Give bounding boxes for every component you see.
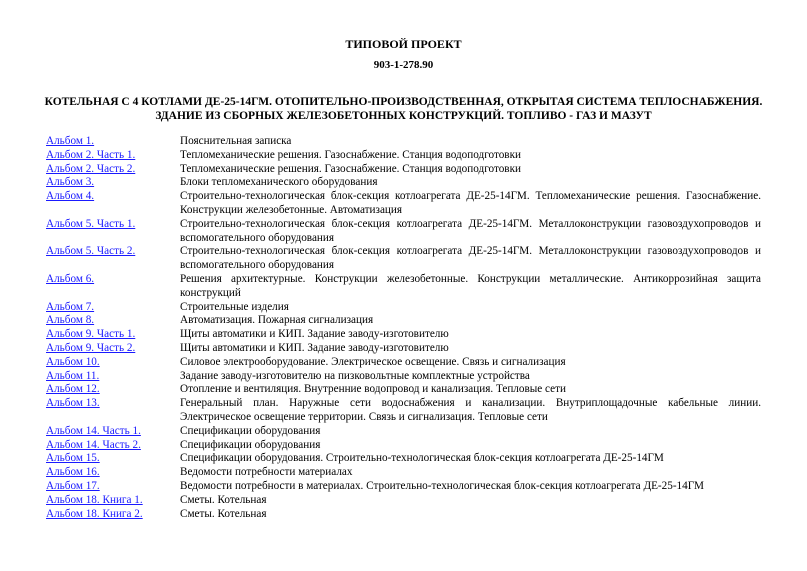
album-row (46, 452, 761, 466)
album-link[interactable]: Альбом 6. (46, 272, 95, 285)
album-row (46, 480, 761, 494)
album-link[interactable]: Альбом 12. (46, 383, 100, 396)
album-description: Строительные изделия (180, 300, 289, 313)
album-link[interactable]: Альбом 9. Часть 2. (46, 341, 136, 354)
album-link[interactable]: Альбом 2. Часть 1. (46, 148, 136, 161)
album-row (46, 218, 761, 246)
album-link[interactable]: Альбом 17. (46, 479, 100, 492)
album-link[interactable]: Альбом 18. Книга 2. (46, 507, 143, 520)
album-description: Отопление и вентиляция. Внутренние водопровод и канализация. Тепловые сети (180, 383, 566, 396)
album-description: Ведомости потребности в материалах. Строительно-технологическая блок-секция котлоагрегата ДЕ-25-14ГМ (180, 479, 704, 492)
album-description: Спецификации оборудования. Строительно-технологическая блок-секция котлоагрегата ДЕ-25-14ГМ (180, 452, 664, 465)
album-row (46, 273, 761, 301)
album-row (46, 508, 761, 522)
album-link[interactable]: Альбом 5. Часть 1. (46, 217, 136, 230)
album-link[interactable]: Альбом 15. (46, 452, 100, 465)
album-description: Спецификации оборудования (180, 424, 321, 437)
album-row (46, 245, 761, 273)
album-description: Задание заводу-изготовителю на пизковольтные комплектные устройства (180, 369, 530, 382)
album-link[interactable]: Альбом 4. (46, 190, 95, 203)
album-link[interactable]: Альбом 13. (46, 397, 100, 410)
album-row (46, 397, 761, 425)
album-description: Тепломеханические решения. Газоснабжение. Станция водоподготовки (180, 148, 521, 161)
album-description: Пояснительная записка (180, 135, 292, 147)
heading-line-1: КОТЕЛЬНАЯ С 4 КОТЛАМИ ДЕ-25-14ГМ. ОТОПИТЕЛЬНО-ПРОИЗВОДСТВЕННАЯ, ОТКРЫТАЯ СИСТЕМА ТЕПЛОСНАБЖЕНИЯ. (44, 96, 763, 108)
album-row (46, 342, 761, 356)
album-row (46, 176, 761, 190)
album-description: Щиты автоматики и КИП. Задание заводу-изготовителю (180, 328, 449, 341)
album-description: Сметы. Котельная (180, 507, 267, 520)
album-description: Спецификации оборудования (180, 438, 321, 451)
album-link[interactable]: Альбом 14. Часть 2. (46, 438, 141, 451)
album-description: Блоки тепломеханического оборудования (180, 176, 378, 189)
album-row (46, 383, 761, 397)
album-description: Силовое электрооборудование. Электрическое освещение. Связь и сигнализация (180, 355, 566, 368)
album-row (46, 356, 761, 370)
album-list (46, 135, 761, 521)
album-link[interactable]: Альбом 1. (46, 135, 95, 147)
album-link[interactable]: Альбом 3. (46, 176, 95, 189)
album-description: Тепломеханические решения. Газоснабжение. Станция водоподготовки (180, 162, 521, 175)
document-title: ТИПОВОЙ ПРОЕКТ (345, 37, 462, 51)
album-row (46, 425, 761, 439)
album-link[interactable]: Альбом 8. (46, 314, 95, 327)
album-description: Сметы. Котельная (180, 493, 267, 506)
album-row (46, 314, 761, 328)
album-row (46, 149, 761, 163)
album-description: Строительно-технологическая блок-секция котлоагрегата ДЕ-25-14ГМ. Металлоконструкции газовоздухопроводов и вспомогательного оборудования (180, 245, 761, 272)
album-row (46, 328, 761, 342)
album-description: Автоматизация. Пожарная сигнализация (180, 314, 374, 327)
album-link[interactable]: Альбом 9. Часть 1. (46, 328, 136, 341)
album-row (46, 466, 761, 480)
album-link[interactable]: Альбом 16. (46, 466, 100, 479)
album-link[interactable]: Альбом 5. Часть 2. (46, 245, 136, 258)
album-row (46, 190, 761, 218)
album-row (46, 135, 761, 149)
album-link[interactable]: Альбом 2. Часть 2. (46, 162, 136, 175)
album-description: Решения архитектурные. Конструкции железобетонные. Конструкции металлические. Антикоррозийная защита конструкций (180, 272, 761, 299)
album-link[interactable]: Альбом 14. Часть 1. (46, 424, 141, 437)
album-link[interactable]: Альбом 18. Книга 1. (46, 493, 143, 506)
album-description: Строительно-технологическая блок-секция котлоагрегата ДЕ-25-14ГМ. Тепломеханические решения. Газоснабжение. Конструкции железобетонные. Автоматизация (180, 190, 761, 216)
album-link[interactable]: Альбом 11. (46, 369, 100, 382)
album-link[interactable]: Альбом 10. (46, 355, 100, 368)
heading-line-2: ЗДАНИЕ ИЗ СБОРНЫХ ЖЕЛЕЗОБЕТОННЫХ КОНСТРУКЦИЙ. ТОПЛИВО - ГАЗ И МАЗУТ (155, 110, 652, 122)
album-description: Строительно-технологическая блок-секция котлоагрегата ДЕ-25-14ГМ. Металлоконструкции газовоздухопроводов и вспомогательного оборудования (180, 217, 761, 244)
album-row (46, 301, 761, 315)
project-number: 903-1-278.90 (373, 59, 434, 71)
album-row (46, 494, 761, 508)
album-link[interactable]: Альбом 7. (46, 300, 95, 313)
album-description: Генеральный план. Наружные сети водоснабжения и канализации. Внутриплощадочные кабельные линии. Электрическое освещение территории. Связь и сигнализация. Тепловые сети (180, 397, 761, 423)
album-row (46, 163, 761, 177)
album-row (46, 370, 761, 384)
album-description: Щиты автоматики и КИП. Задание заводу-изготовителю (180, 341, 449, 354)
album-row (46, 439, 761, 453)
album-description: Ведомости потребности материалах (180, 466, 353, 479)
project-heading (40, 95, 767, 123)
